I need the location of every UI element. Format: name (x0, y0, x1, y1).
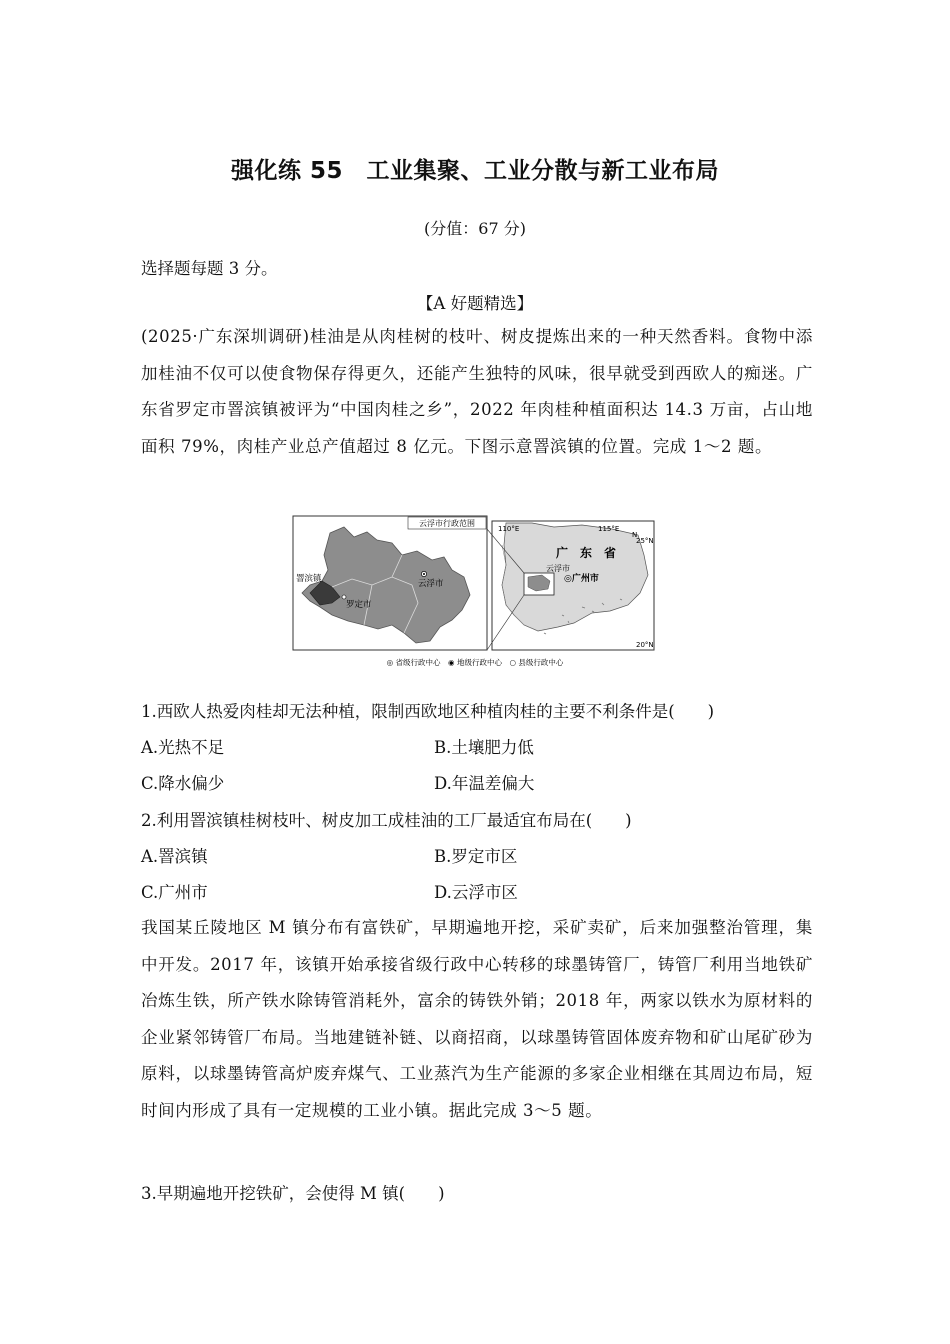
section-heading: 【A 好题精选】 (416, 294, 534, 313)
guangzhou-label: ◎广州市 (564, 574, 599, 584)
q2-option-d[interactable]: D.云浮市区 (434, 883, 518, 902)
luoding-label: 罗定市 (346, 600, 372, 610)
q2-option-b[interactable]: B.罗定市区 (434, 847, 518, 866)
q2-option-c[interactable]: C.广州市 (141, 883, 208, 902)
lon-left-label: 110°E (498, 525, 520, 533)
yunfu-label: 云浮市 (418, 579, 444, 589)
q1-option-c[interactable]: C.降水偏少 (141, 774, 225, 793)
yunfu-small-label: 云浮市 (546, 564, 570, 573)
province-label: 广 东 省 (556, 546, 617, 560)
score-note: (分值：67 分) (424, 219, 526, 238)
location-map (292, 515, 658, 670)
lat-bottom-label: 20°N (636, 641, 654, 649)
q2-stem: 2.利用罯滨镇桂树枝叶、树皮加工成桂油的工厂最适宜布局在( ) (141, 811, 632, 830)
yunfu-marker-dot (423, 573, 425, 575)
passage-2: 我国某丘陵地区 M 镇分布有富铁矿，早期遍地开挖，采矿卖矿，后来加强整治管理，集中开发。2017 年，该镇开始承接省级行政中心转移的球墨铸管厂，铸管厂利用当地铁矿冶炼生铁，所产铁水除铸管消耗外，富余的铸铁外销；2018 年，两家以铁水为原材料的企业紧邻铸管厂布局。当地建链补链、以商招商，以球墨铸管固体废弃物和矿山尾矿砂为原料，以球墨铸管高炉废弃煤气、工业蒸汽为生产能源的多家企业相继在其周边布局，短时间内形成了具有一定规模的工业小镇。据此完成 3～5 题。 (141, 918, 813, 1120)
q3-stem: 3.早期遍地开挖铁矿，会使得 M 镇( ) (141, 1184, 445, 1203)
q1-option-b[interactable]: B.土壤肥力低 (434, 738, 534, 757)
passage-1: (2025·广东深圳调研)桂油是从肉桂树的枝叶、树皮提炼出来的一种天然香料。食物中添加桂油不仅可以使食物保存得更久，还能产生独特的风味，很早就受到西欧人的痴迷。广东省罗定市罯滨镇被评为“中国肉桂之乡”，2022 年肉桂种植面积达 14.3 万亩，占山地面积 79%，肉桂产业总产值超过 8 亿元。下图示意罯滨镇的位置。完成 1～2 题。 (141, 327, 813, 456)
inset-title: 云浮市行政范围 (419, 519, 475, 528)
north-label: N (632, 531, 638, 539)
q1-option-a[interactable]: A.光热不足 (141, 738, 225, 757)
q1-option-d[interactable]: D.年温差偏大 (434, 774, 535, 793)
lat-top-label: 25°N (636, 537, 654, 545)
map-legend: ◎ 省级行政中心 ◉ 地级行政中心 ○ 县级行政中心 (386, 658, 564, 667)
q1-stem: 1.西欧人热爱肉桂却无法种植，限制西欧地区种植肉桂的主要不利条件是( ) (141, 702, 715, 721)
luoding-marker (342, 595, 346, 599)
town-label: 罯滨镇 (296, 574, 322, 584)
instruction: 选择题每题 3 分。 (141, 259, 278, 278)
q2-option-a[interactable]: A.罯滨镇 (141, 847, 208, 866)
page-title: 强化练 55 工业集聚、工业分散与新工业布局 (230, 158, 719, 184)
lon-right-label: 115°E (598, 525, 620, 533)
